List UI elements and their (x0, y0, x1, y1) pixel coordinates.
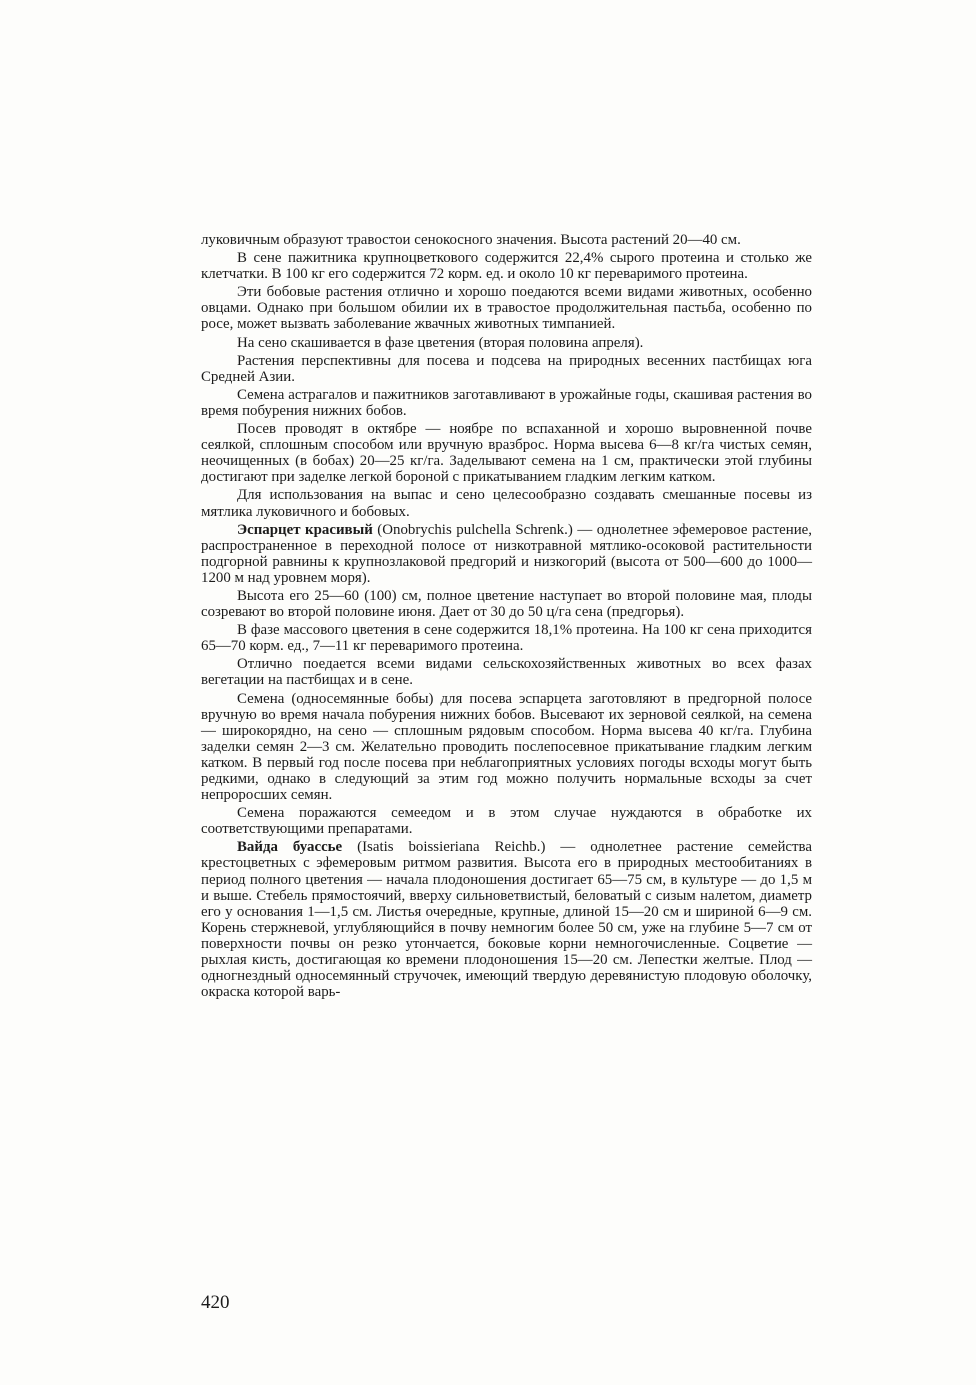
page-number: 420 (201, 1292, 230, 1313)
paragraph-sainfoin-seeds: Семена (односемянные бобы) для посева эспарцета заготовляют в предгорной полосе вручную во время начала побурения нижних бобов. Высевают их зерновой сеялкой, на семена — широкорядно, на сено — сплошным рядовым способом. Норма высева 40 кг/га. Глубина заделки семян 2—3 см. Желательно проводить послепосевное прикатывание гладким легким катком. В первый год после посева при неблагоприятных условиях погоды всходы могут быть редкими, однако в следующий за этим год можно получить нормальные всходы за счет непроросших семян. (201, 690, 812, 804)
paragraph-sowing: Посев проводят в октябре — ноябре по вспаханной и хорошо выровненной почве сеялкой, сплошным способом или вручную вразброс. Норма высева 6—8 кг/га чистых семян, неочищенных (в бобах) 20—25 кг/га. Заделывают семена на 1 см, практически этой глубины достигают при заделке легкой бороной с прикатыванием гладким легким катком. (201, 421, 812, 486)
paragraph-sainfoin-intro (201, 522, 812, 586)
paragraph-seed-pests: Семена поражаются семеедом и в этом случае нуждаются в обработке их соответствующими препаратами. (201, 805, 812, 838)
sainfoin-description: (Onobrychis pulchella Schrenk.) — однолетнее эфемеровое растение, распространенное в переходной полосе от низкотравной мятлико-осоковой растительности подгорной равнины к крупнозлаковой предгорий и низкогорий (высота от 500—600 до 1000—1200 м над уровнем моря). (201, 521, 813, 586)
term-isatis: Вайда буассье (237, 839, 343, 856)
paragraph-sainfoin-height: Высота его 25—60 (100) см, полное цветение наступает во второй половине мая, плоды созревают во второй половине июня. Дает от 30 до 50 ц/га сена (предгорья). (201, 587, 812, 621)
paragraph-hay-cutting: На сено скашивается в фазе цветения (вторая половина апреля). (237, 334, 644, 351)
paragraph-seed-harvest: Семена астрагалов и пажитников заготавливают в урожайные годы, скашивая растения во время побурения нижних бобов. (201, 386, 812, 419)
body-text (201, 232, 812, 1002)
paragraph-continuation: луковичным образуют травостои сенокосного значения. Высота растений 20—40 см. (201, 232, 741, 248)
paragraph-sainfoin-eaten: Отлично поедается всеми видами сельскохозяйственных животных во всех фазах вегетации на пастбищах и в сене. (201, 656, 812, 689)
paragraph-sainfoin-protein: В фазе массового цветения в сене содержится 18,1% протеина. На 100 кг сена приходится 65—70 корм. ед., 7—11 кг переваримого протеина. (201, 622, 812, 655)
paragraph-isatis-intro (201, 839, 812, 1000)
paragraph-fenugreek-protein: В сене пажитника крупноцветкового содержится 22,4% сырого протеина и столько же клетчатки. В 100 кг его содержится 72 корм. ед. и около 10 кг переваримого протеина. (201, 250, 812, 283)
paragraph-perspective: Растения перспективны для посева и подсева на природных весенних пастбищах юга Средней Азии. (201, 352, 812, 385)
isatis-description: (Isatis boissieriana Reichb.) — однолетнее растение семейства крестоцветных с эфемеровым ритмом развития. Высота его в природных местообитаниях в период полного цветения — начала плодоношения достигает 65—75 см, в культуре — до 1,5 м и выше. Стебель прямостоячий, вверху сильноветвистый, беловатый с сизым налетом, диаметр его у основания 1—1,5 см. Листья очередные, крупные, длиной 15—20 см и шириной 6—9 см. Корень стержневой, углубляющийся в почву немногим более 50 см, уже на глубине 5—7 см от поверхности почвы он резко утончается, боковые корни немногочисленные. Соцветие — рыхлая кисть, достигающая ко времени плодоношения 15—20 см. Лепестки желтые. Плод — одногнездный односемянный стручочек, имеющий твердую деревянистую плодовую оболочку, окраска которой варь- (201, 839, 812, 1001)
paragraph-legumes-eaten: Эти бобовые растения отлично и хорошо поедаются всеми видами животных, особенно овцами. Однако при большом обилии их в травостое продолжительная пастьба, особенно по росе, может вызвать заболевание жвачных животных тимпанией. (201, 284, 812, 333)
term-sainfoin: Эспарцет красивый (237, 521, 373, 538)
paragraph-mixed-sowing: Для использования на выпас и сено целесообразно создавать смешанные посевы из мятлика луковичного и бобовых. (201, 487, 812, 520)
